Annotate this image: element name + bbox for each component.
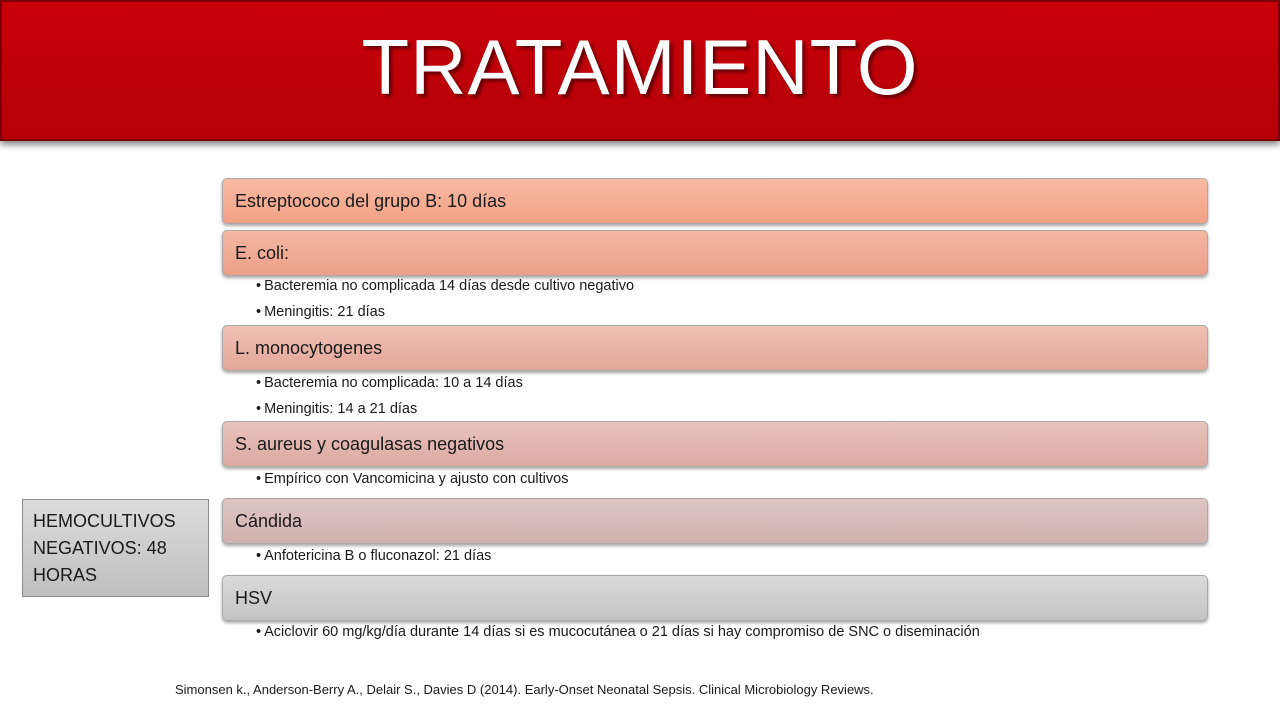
item-bullets-listeria: [256, 370, 1216, 422]
slide-title: TRATAMIENTO: [361, 23, 919, 111]
item-heading-listeria: L. monocytogenes: [222, 325, 1208, 371]
bullet-item: • Aciclovir 60 mg/kg/día durante 14 días si es mucocutánea o 21 días si hay compromiso de SNC o diseminación: [256, 619, 1216, 645]
item-heading-gbs: Estreptococo del grupo B: 10 días: [222, 178, 1208, 224]
item-heading-candida: Cándida: [222, 498, 1208, 544]
item-bullets-saureus: [256, 466, 1216, 492]
item-bullets-ecoli: [256, 273, 1216, 325]
citation: Simonsen k., Anderson-Berry A., Delair S., Davies D (2014). Early-Onset Neonatal Sepsis. Clinical Microbiology Reviews.: [175, 682, 874, 697]
bullet-item: • Meningitis: 21 días: [256, 299, 1216, 325]
bullet-item: • Anfotericina B o fluconazol: 21 días: [256, 543, 1216, 569]
side-note-box: HEMOCULTIVOS NEGATIVOS: 48 HORAS: [22, 499, 209, 597]
bullet-item: • Empírico con Vancomicina y ajusto con cultivos: [256, 466, 1216, 492]
item-heading-ecoli: E. coli:: [222, 230, 1208, 276]
bullet-item: • Meningitis: 14 a 21 días: [256, 396, 1216, 422]
item-heading-saureus: S. aureus y coagulasas negativos: [222, 421, 1208, 467]
item-heading-hsv: HSV: [222, 575, 1208, 621]
item-bullets-candida: [256, 543, 1216, 569]
item-bullets-hsv: [256, 619, 1216, 645]
title-banner: [0, 0, 1280, 141]
bullet-item: • Bacteremia no complicada 14 días desde cultivo negativo: [256, 273, 1216, 299]
bullet-item: • Bacteremia no complicada: 10 a 14 días: [256, 370, 1216, 396]
